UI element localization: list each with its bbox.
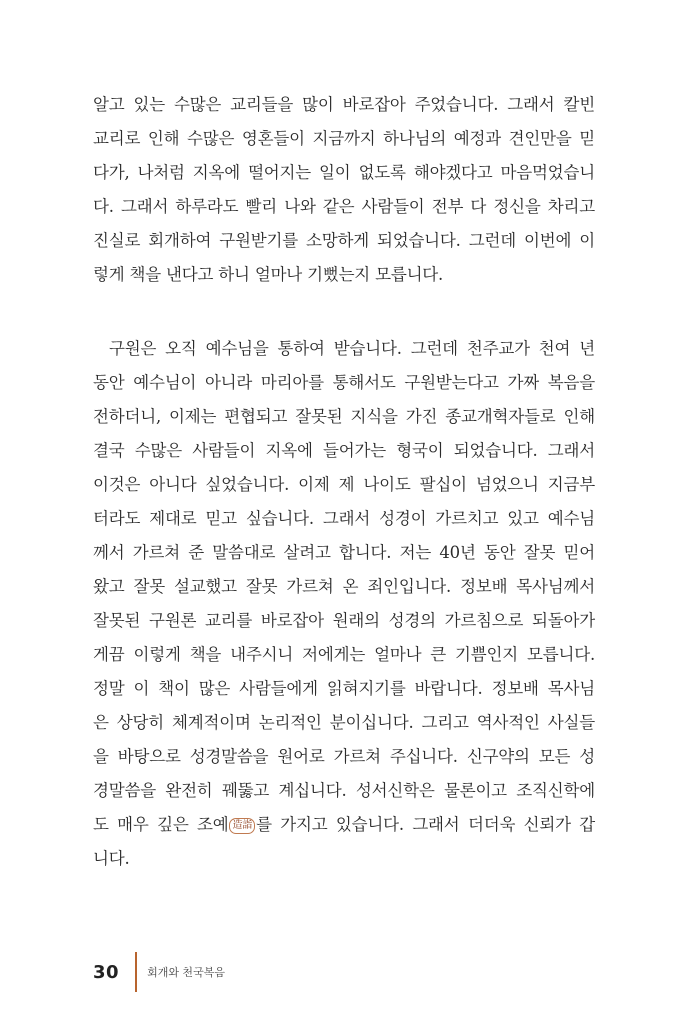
text-line: 교리로 인해 수많은 영혼들이 지금까지 하나님의 예정과 견인만을 믿	[93, 129, 595, 148]
text-line: 전하더니, 이제는 편협되고 잘못된 지식을 가진 종교개혁자들로 인해	[93, 407, 595, 426]
text-line: 니다.	[93, 849, 130, 868]
text-line-with-hanja	[93, 808, 595, 842]
text-line: 을 바탕으로 성경말씀을 원어로 가르쳐 주십니다. 신구약의 모든 성	[93, 747, 595, 766]
text-line: 터라도 제대로 믿고 싶습니다. 그래서 성경이 가르치고 있고 예수님	[93, 509, 595, 528]
running-title: 회개와 천국복음	[147, 966, 225, 979]
text-line: 알고 있는 수많은 교리들을 많이 바로잡아 주었습니다. 그래서 칼빈	[93, 95, 595, 114]
text-line: 은 상당히 체계적이며 논리적인 분이십니다. 그리고 역사적인 사실들	[93, 713, 595, 732]
text-line: 왔고 잘못 설교했고 잘못 가르쳐 온 죄인입니다. 정보배 목사님께서	[93, 577, 595, 596]
paragraph-1	[93, 88, 595, 292]
text-line: 렇게 책을 낸다고 하니 얼마나 기뻤는지 모릅니다.	[93, 265, 444, 284]
text-line: 게끔 이렇게 책을 내주시니 저에게는 얼마나 큰 기쁨인지 모릅니다.	[93, 645, 595, 664]
page-footer	[93, 950, 225, 994]
hanja-annotation: 造詣	[229, 818, 255, 834]
text-line: 경말씀을 완전히 꿰뚫고 계십니다. 성서신학은 물론이고 조직신학에	[93, 781, 595, 800]
text-line: 진실로 회개하여 구원받기를 소망하게 되었습니다. 그런데 이번에 이	[93, 231, 595, 250]
text-line-content: 구원은 오직 예수님을 통하여 받습니다. 그런데 천주교가 천여 년	[109, 339, 595, 358]
text-segment: 도 매우 깊은 조예	[93, 815, 229, 834]
text-line: 다. 그래서 하루라도 빨리 나와 같은 사람들이 전부 다 정신을 차리고	[93, 197, 595, 216]
text-line: 께서 가르쳐 준 말씀대로 살려고 합니다. 저는 40년 동안 잘못 믿어	[93, 543, 595, 562]
text-line: 잘못된 구원론 교리를 바로잡아 원래의 성경의 가르침으로 되돌아가	[93, 611, 595, 630]
text-line: 동안 예수님이 아니라 마리아를 통해서도 구원받는다고 가짜 복음을	[93, 373, 595, 392]
footer-divider	[135, 952, 137, 992]
text-line: 이것은 아니다 싶었습니다. 이제 제 나이도 팔십이 넘었으니 지금부	[93, 475, 595, 494]
paragraph-2	[93, 332, 595, 876]
page-number: 30	[93, 961, 120, 983]
text-line-indented	[93, 332, 595, 366]
text-line: 결국 수많은 사람들이 지옥에 들어가는 형국이 되었습니다. 그래서	[93, 441, 595, 460]
text-line: 다가, 나처럼 지옥에 떨어지는 일이 없도록 해야겠다고 마음먹었습니	[93, 163, 595, 182]
text-line: 정말 이 책이 많은 사람들에게 읽혀지기를 바랍니다. 정보배 목사님	[93, 679, 595, 698]
text-segment: 를 가지고 있습니다. 그래서 더더욱 신뢰가 갑	[256, 815, 595, 834]
